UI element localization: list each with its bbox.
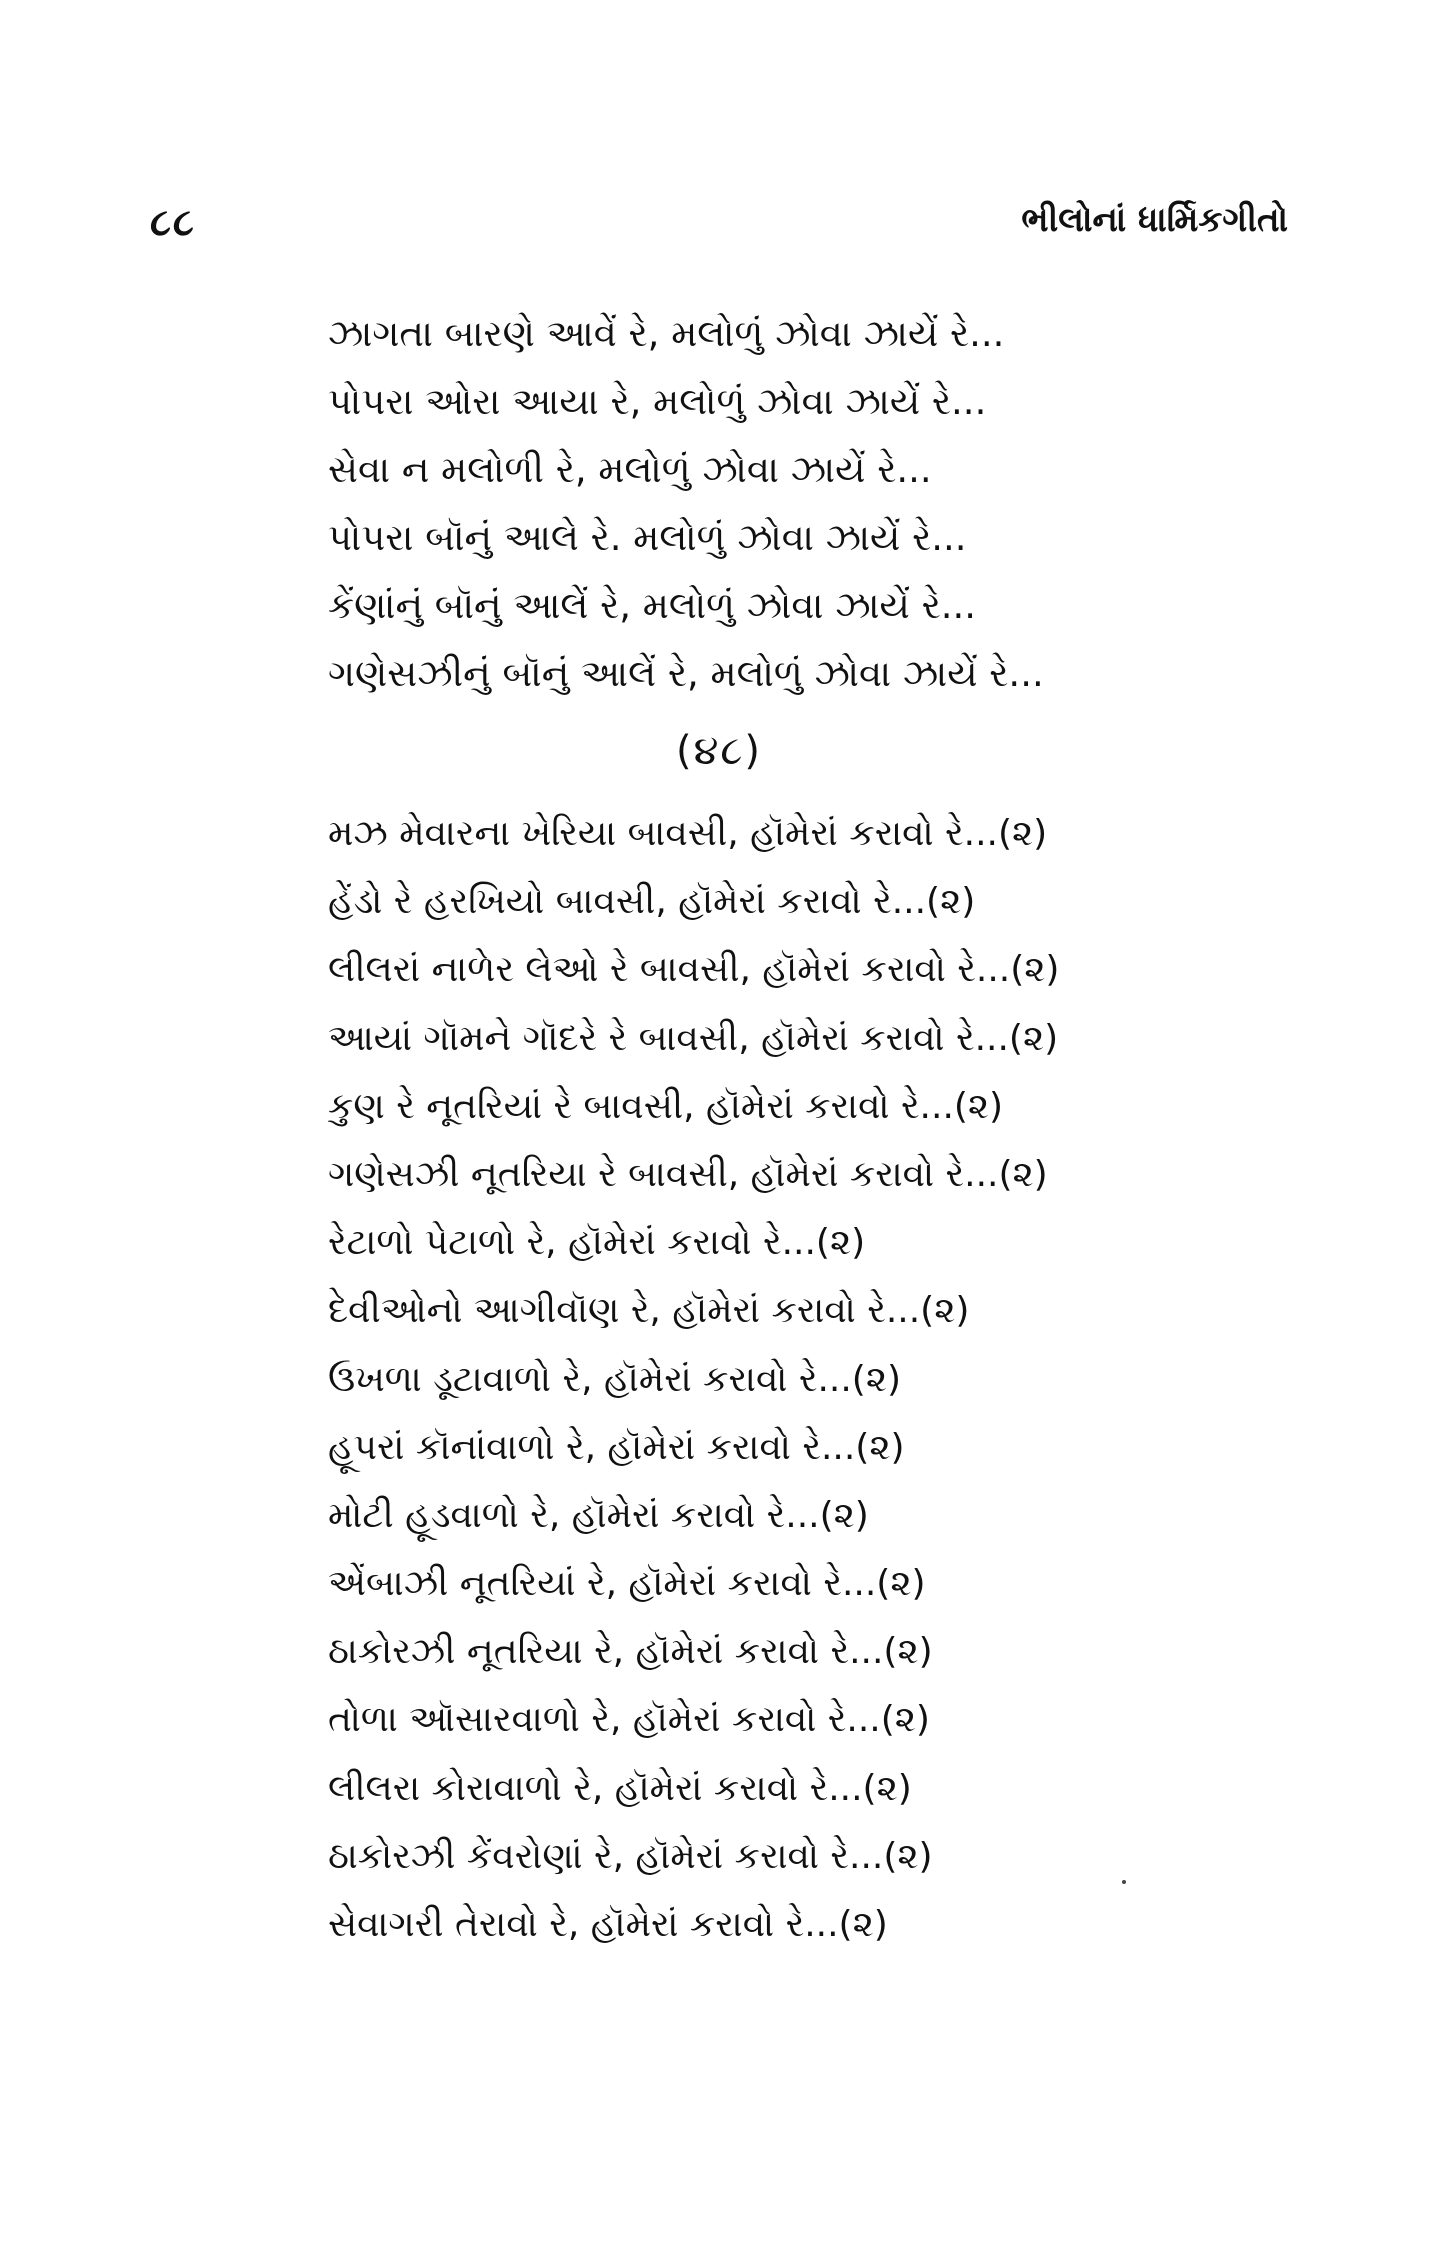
verse-line: હેંડો રે હરખિયો બાવસી, હૉમેરાં કરાવો રે...(૨) [328,881,976,923]
verse-line: હૂપરાં કૉનાંવાળો રે, હૉમેરાં કરાવો રે...(૨) [328,1426,905,1468]
top-stanza [328,300,1108,708]
verse-line: કુણ રે નૂતરિયાં રે બાવસી, હૉમેરાં કરાવો રે...(૨) [328,1085,1004,1127]
verse-line: મઝ મેવારના ખેરિયા બાવસી, હૉમેરાં કરાવો રે...(૨) [328,813,1048,854]
verse-line: દેવીઓનો આગીવૉણ રે, હૉમેરાં કરાવો રે...(૨) [328,1290,970,1332]
verse-line: ઉખળા ડૂટાવાળો રે, હૉમેરાં કરાવો રે...(૨) [328,1358,902,1400]
verse-line: ઠાકોરઝી કેંવરોણાં રે, હૉમેરાં કરાવો રે...(૨) [328,1835,933,1877]
verse-line: એંબાઝી નૂતરિયાં રે, હૉમેરાં કરાવો રે...(૨) [328,1563,926,1605]
verse-line: લીલરા કોરાવાળો રે, હૉમેરાં કરાવો રે...(૨) [328,1767,912,1809]
verse-line: ગણેસઝીનું બૉનું આલેં રે, મલોળું ઝોવા ઝાયેં રે... [328,652,1044,695]
verse-line: મોટી હૂડવાળો રે, હૉમેરાં કરાવો રે...(૨) [328,1494,869,1536]
verse-line: તોળા ઑસારવાળો રે, હૉમેરાં કરાવો રે...(૨) [328,1699,930,1741]
verse-line: રેટાળો પેટાળો રે, હૉમેરાં કરાવો રે...(૨) [328,1222,866,1264]
verse-line: પોપરા ઓરા આયા રે, મલોળું ઝોવા ઝાયેં રે... [328,380,987,423]
verse-line: કેંણાંનું બૉનું આલેં રે, મલોળું ઝોવા ઝાયેં રે... [328,584,977,627]
verse-line: ઠાકોરઝી નૂતરિયા રે, હૉમેરાં કરાવો રે...(૨) [328,1631,933,1673]
page-number: ૮૮ [150,200,196,244]
verse-line: લીલરાં નાળેર લેઓ રે બાવસી, હૉમેરાં કરાવો રે...(૨) [328,949,1060,991]
song-number: (૪૮) [675,728,762,774]
verse-line: ઝાગતા બારણે આવેં રે, મલોળું ઝોવા ઝાયેં રે... [328,312,1005,355]
running-title: ભીલોનાં ધાર્મિકગીતો [1021,200,1288,240]
verse-line: આયાં ગૉમને ગૉદરે રે બાવસી, હૉમેરાં કરાવો રે...(૨) [328,1017,1059,1059]
verse-line: પોપરા બૉનું આલે રે. મલોળું ઝોવા ઝાયેં રે... [328,516,967,559]
verse-line: ગણેસઝી નૂતરિયા રે બાવસી, હૉમેરાં કરાવો રે...(૨) [328,1153,1048,1195]
verse-line: સેવા ન મલોળી રે, મલોળું ઝોવા ઝાયેં રે... [328,448,932,491]
ink-speck [1122,1880,1126,1884]
verse-line: સેવાગરી તેરાવો રે, હૉમેરાં કરાવો રે...(૨) [328,1904,888,1945]
song-48-stanza [328,800,1108,1959]
